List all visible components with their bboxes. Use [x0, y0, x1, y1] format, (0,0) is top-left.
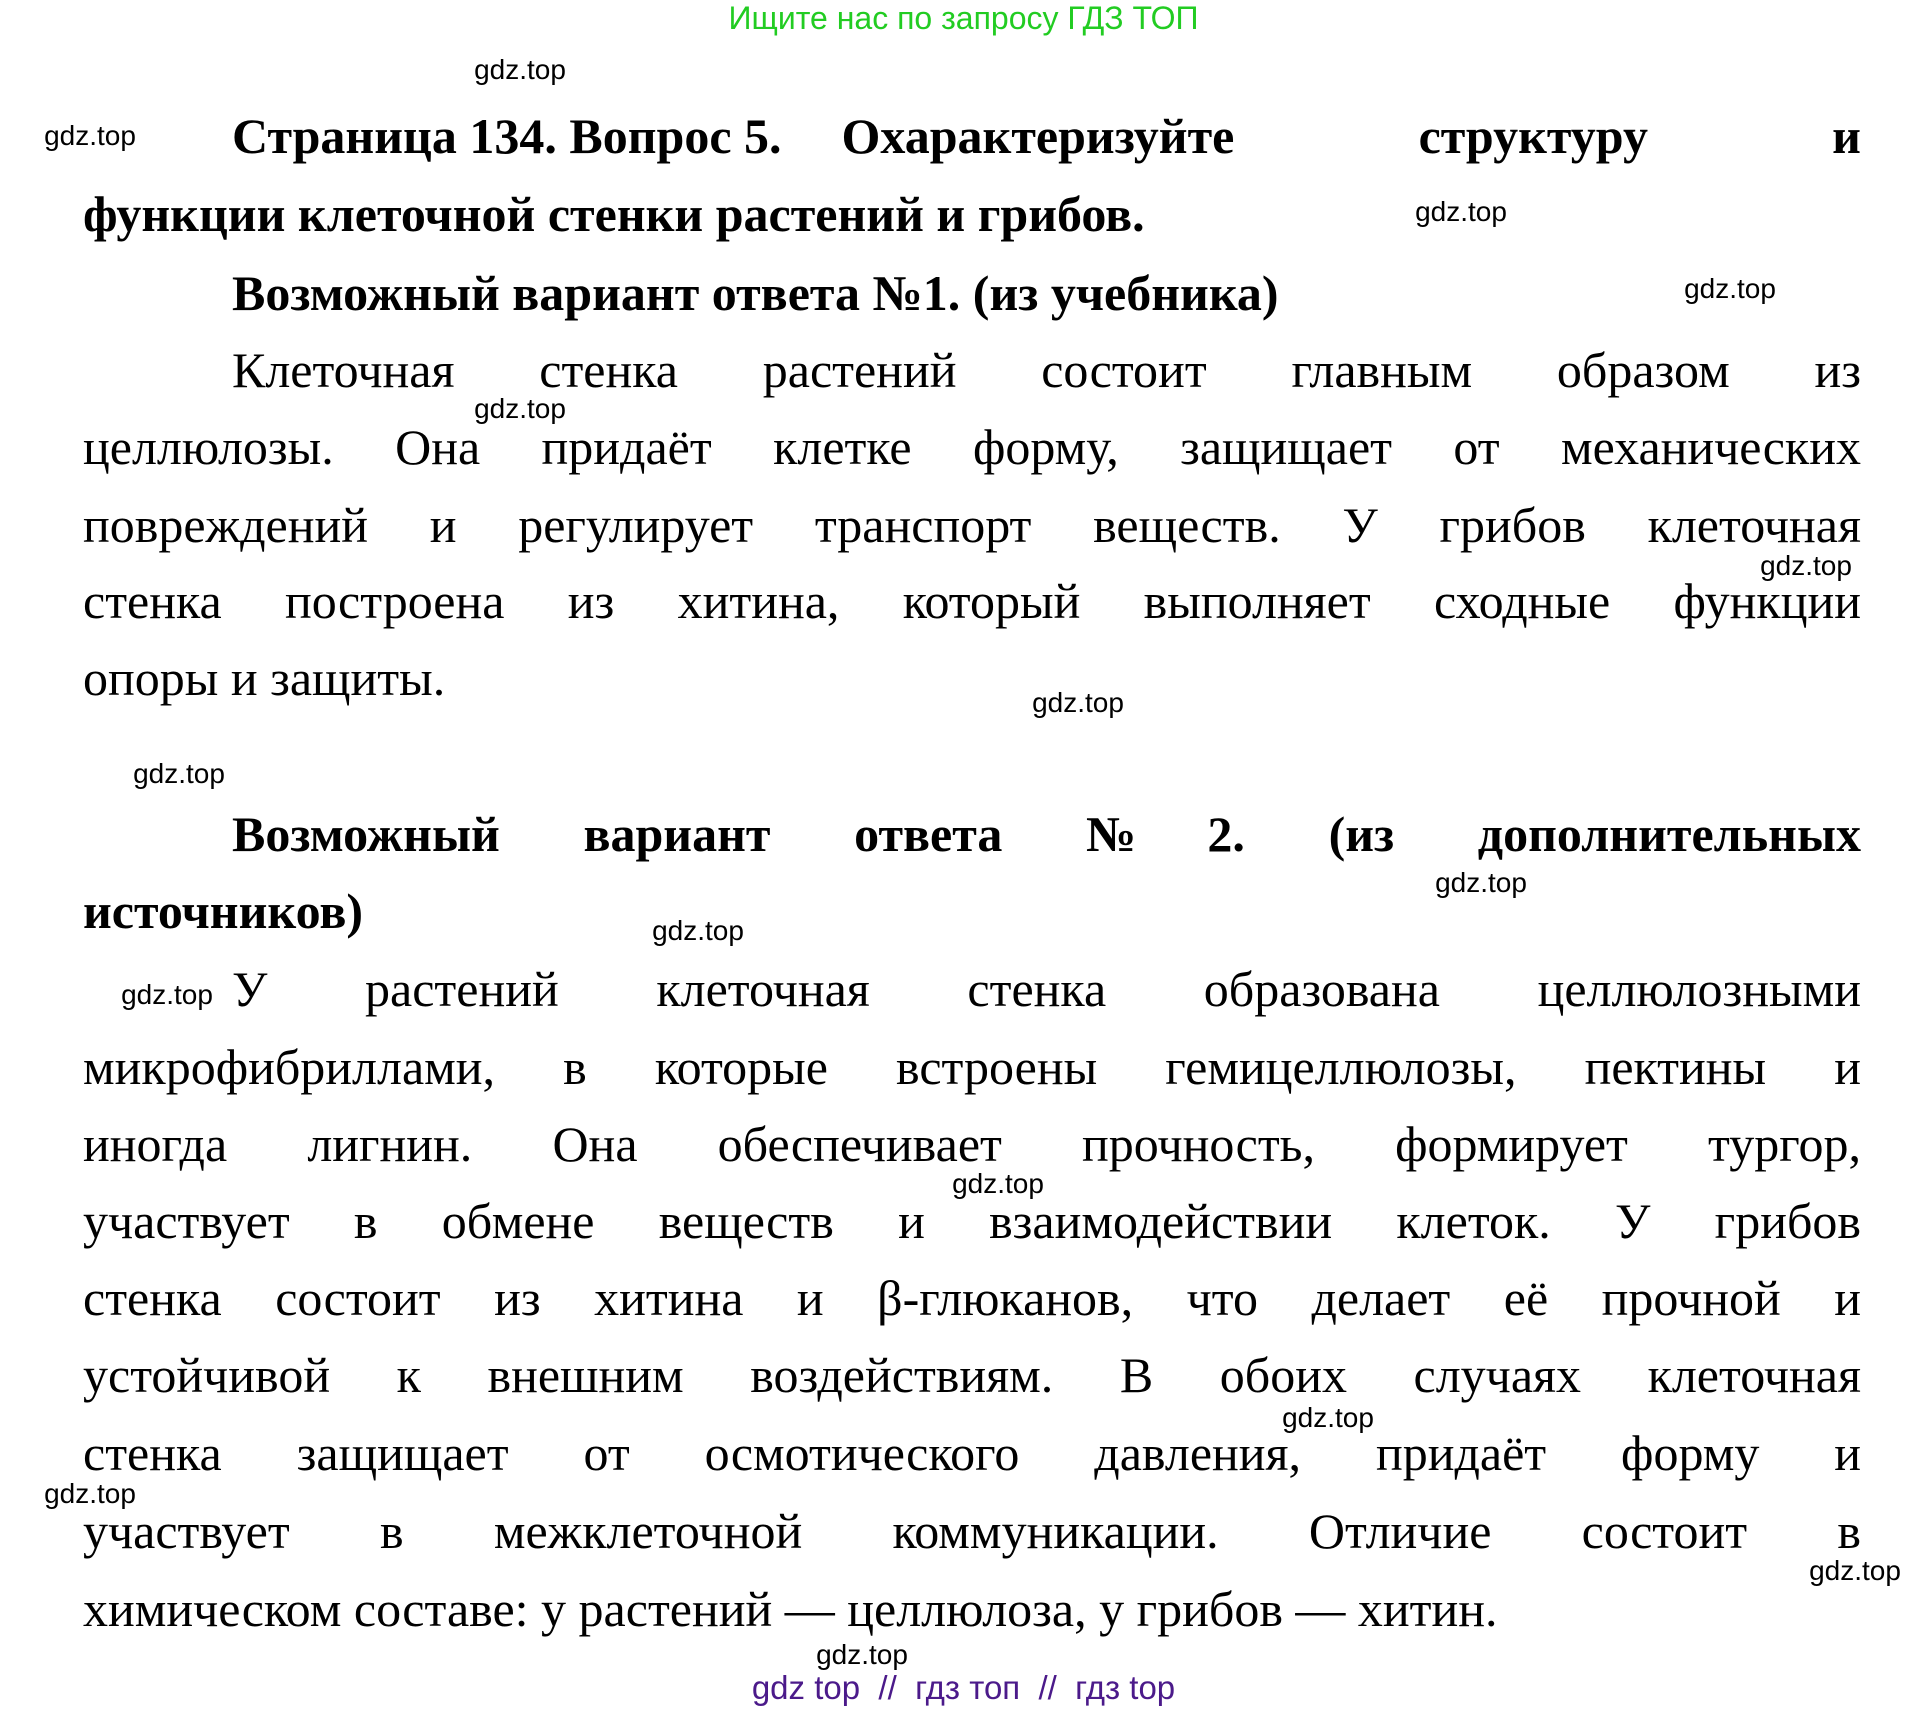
answer2-heading-line: Возможный вариант ответа №2. (из дополнительных [232, 806, 1861, 862]
watermark: gdz.top [952, 1168, 1044, 1199]
watermark: gdz.top [1684, 273, 1776, 304]
watermark: gdz.top [121, 979, 213, 1010]
watermark: gdz.top [1032, 687, 1124, 718]
watermark: gdz.top [816, 1639, 908, 1670]
watermark: gdz.top [1435, 867, 1527, 898]
watermark: gdz.top [474, 393, 566, 424]
watermark: gdz.top [133, 758, 225, 789]
answer2-line: химическом составе: у растений — целлюлоза, у грибов — хитин. [83, 1581, 1498, 1637]
question-text-start: Охарактеризуйте структуру и [841, 108, 1861, 164]
watermark: gdz.top [1760, 550, 1852, 581]
watermark: gdz.top [652, 915, 744, 946]
answer1-line: стенка построена из хитина, который выполняет сходные функции [83, 573, 1861, 629]
watermark: gdz.top [1282, 1402, 1374, 1433]
page-title-line-2: функции клеточной стенки растений и грибов. [83, 186, 1145, 242]
page-title-line-1 [232, 98, 1861, 175]
search-banner: Ищите нас по запросу ГДЗ ТОП [728, 0, 1199, 36]
question-number: Страница 134. Вопрос 5. [232, 108, 782, 164]
watermark: gdz.top [44, 120, 136, 151]
answer2-line: У растений клеточная стенка образована целлюлозными [232, 961, 1861, 1017]
watermark: gdz.top [1415, 196, 1507, 227]
answer1-line: опоры и защиты. [83, 650, 446, 706]
footer-links: gdz top // гдз топ // гдз top [751, 1669, 1176, 1706]
answer2-line: микрофибриллами, в которые встроены гемицеллюлозы, пектины и [83, 1039, 1861, 1095]
answer1-line: Клеточная стенка растений состоит главным образом из [232, 342, 1861, 398]
answer2-line: участвует в обмене веществ и взаимодействии клеток. У грибов [83, 1193, 1861, 1249]
answer2-line: участвует в межклеточной коммуникации. Отличие состоит в [83, 1503, 1861, 1559]
answer2-line: иногда лигнин. Она обеспечивает прочность, формирует тургор, [83, 1116, 1861, 1172]
answer2-line: стенка состоит из хитина и β-глюканов, что делает её прочной и [83, 1270, 1861, 1326]
watermark: gdz.top [1809, 1555, 1901, 1586]
answer2-heading-line: источников) [83, 883, 363, 939]
answer1-line: целлюлозы. Она придаёт клетке форму, защищает от механических [83, 419, 1861, 475]
answer1-heading: Возможный вариант ответа №1. (из учебника) [232, 265, 1279, 321]
answer2-line: устойчивой к внешним воздействиям. В обоих случаях клеточная [83, 1347, 1861, 1403]
watermark: gdz.top [44, 1478, 136, 1509]
watermark: gdz.top [474, 54, 566, 85]
answer1-line: повреждений и регулирует транспорт веществ. У грибов клеточная [83, 497, 1861, 553]
answer2-line: стенка защищает от осмотического давления, придаёт форму и [83, 1425, 1861, 1481]
